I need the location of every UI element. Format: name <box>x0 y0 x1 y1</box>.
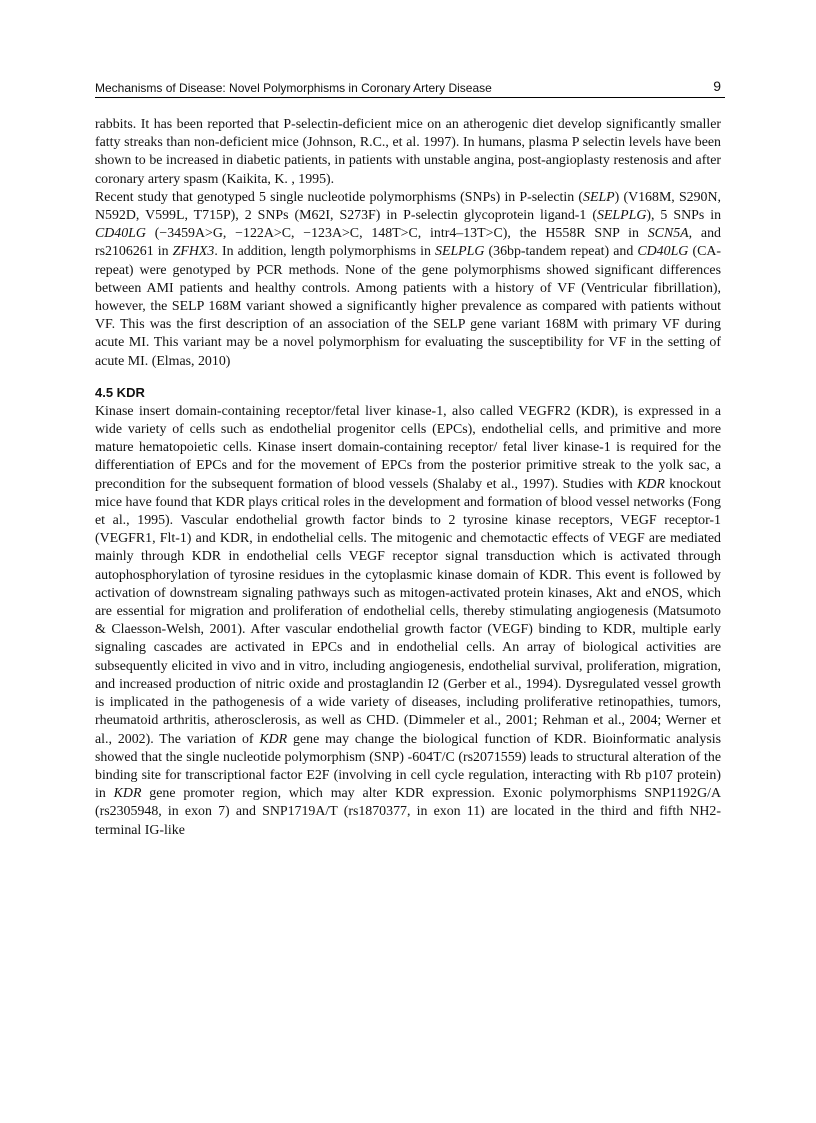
page-number: 9 <box>713 78 721 94</box>
gene-name: SELP <box>583 189 615 205</box>
gene-name: SELPLG <box>596 208 647 224</box>
gene-name: KDR <box>259 731 288 747</box>
running-header <box>95 80 725 98</box>
gene-name: KDR <box>637 476 665 492</box>
text-run: Kinase insert domain-containing receptor/fetal liver kinase-1, also called VEGFR2 (KDR), is expressed in a wide variety of cells such as endothelial progenitor cells (EPCs), endothelial cells, and primitive and more mature hematopoietic cells. Kinase insert domain-containing receptor/ fetal liver kinase-1 is required for the differentiation of EPCs and for the movement of EPCs from the posterior primitive streak to the yolk sac, a precondition for the subsequent formation of blood vessels (Shalaby et al., 1997). Studies with <box>95 403 721 492</box>
gene-name: SCN5A <box>647 226 689 242</box>
paragraph-snp-study <box>95 189 721 371</box>
header-title: Mechanisms of Disease: Novel Polymorphisms in Coronary Artery Disease <box>95 81 492 95</box>
text-run: . In addition, length polymorphisms in <box>214 244 436 260</box>
text-run: ), 5 SNPs in <box>646 208 722 224</box>
gene-name: SELPLG <box>435 244 485 260</box>
section-heading-kdr: 4.5 KDR <box>95 384 145 400</box>
text-run: (36bp-tandem repeat) and <box>484 244 638 260</box>
gene-name: CD40LG <box>95 226 146 242</box>
gene-name: CD40LG <box>637 244 689 260</box>
text-run: gene may change the biological function of KDR. Bioinformatic analysis showed that the single nucleotide polymorphism (SNP) -604T/C (rs2071559) leads to structural alteration of the binding site for transcriptional factor E2F (involving in cell cycle regulation, interacting with Rb p107 protein) in <box>95 731 721 802</box>
text-run: (−3459A>G, −122A>C, −123A>C, 148T>C, intr4–13T>C), the H558R SNP in <box>145 226 648 242</box>
gene-name: KDR <box>113 786 142 802</box>
text-run: (CA-repeat) were genotyped by PCR methods. None of the gene polymorphisms showed significant differences between AMI patients and healthy controls. Among patients with a history of VF (Ventricular fibrillation), however, the SELP 168M variant showed a significantly higher prevalence as compared with patients without VF. This was the first description of an association of the SELP gene variant 168M with primary VF during acute MI. This variant may be a novel polymorphism for evaluating the susceptibility for VF in the setting of acute MI. (Elmas, 2010) <box>95 244 721 369</box>
text-run: , and rs2106261 in <box>95 226 721 260</box>
text-run: knockout mice have found that KDR plays critical roles in the development and formation of blood vessel networks (Fong et al., 1995). Vascular endothelial growth factor binds to 2 tyrosine kinase receptors, VEGF receptor-1 (VEGFR1, Flt-1) and KDR, in endothelial cells. The mitogenic and chemotactic effects of VEGF are mediated mainly through KDR in endothelial cells VEGF receptor signal transduction which is activated through autophosphorylation of tyrosine residues in the cytoplasmic kinase domain of KDR. This event is followed by activation of downstream signaling pathways such as mitogen-activated protein kinases, Akt and eNOS, which are essential for migration and proliferation of endothelial cells, thereby stimulating angiogenesis (Matsumoto & Claesson-Welsh, 2001). After vascular endothelial growth factor (VEGF) binding to KDR, multiple early signaling cascades are activated in EPCs and in endothelial cells. An array of biological activities are subsequently elicited in vivo and in vitro, including angiogenesis, endothelial survival, proliferation, migration, and increased production of nitric oxide and prostaglandin I2 (Gerber et al., 1994). Dysregulated vessel growth is implicated in the pathogenesis of a wide variety of diseases, including proliferative retinopathies, tumors, rheumatoid arthritis, atherosclerosis, as well as CHD. (Dimmeler et al., 2001; Rehman et al., 2004; Werner et al., 2002). The variation of <box>95 476 721 747</box>
body-text <box>95 116 721 840</box>
text-run: gene promoter region, which may alter KDR expression. Exonic polymorphisms SNP1192G/A (rs2305948, in exon 7) and SNP1719A/T (rs1870377, in exon 11) are located in the third and fifth NH2-terminal IG-like <box>95 786 721 838</box>
text-run: ) (V168M, S290N, N592D, V599L, T715P), 2 SNPs (M62I, S273F) in P-selectin glycoprotein ligand-1 ( <box>95 189 722 224</box>
paragraph-kdr <box>95 403 721 840</box>
gene-name: ZFHX3 <box>172 244 215 260</box>
paragraph-pselectin-mice <box>95 116 721 189</box>
text-run: Recent study that genotyped 5 single nucleotide polymorphisms (SNPs) in P-selectin ( <box>95 189 584 205</box>
text-run: rabbits. It has been reported that P-selectin-deficient mice on an atherogenic diet develop significantly smaller fatty streaks than non-deficient mice (Johnson, R.C., et al. 1997). In humans, plasma P selectin levels have been shown to be increased in diabetic patients, in patients with unstable angina, post-angioplasty restenosis and after coronary artery spasm (Kaikita, K. , 1995). <box>95 117 721 187</box>
